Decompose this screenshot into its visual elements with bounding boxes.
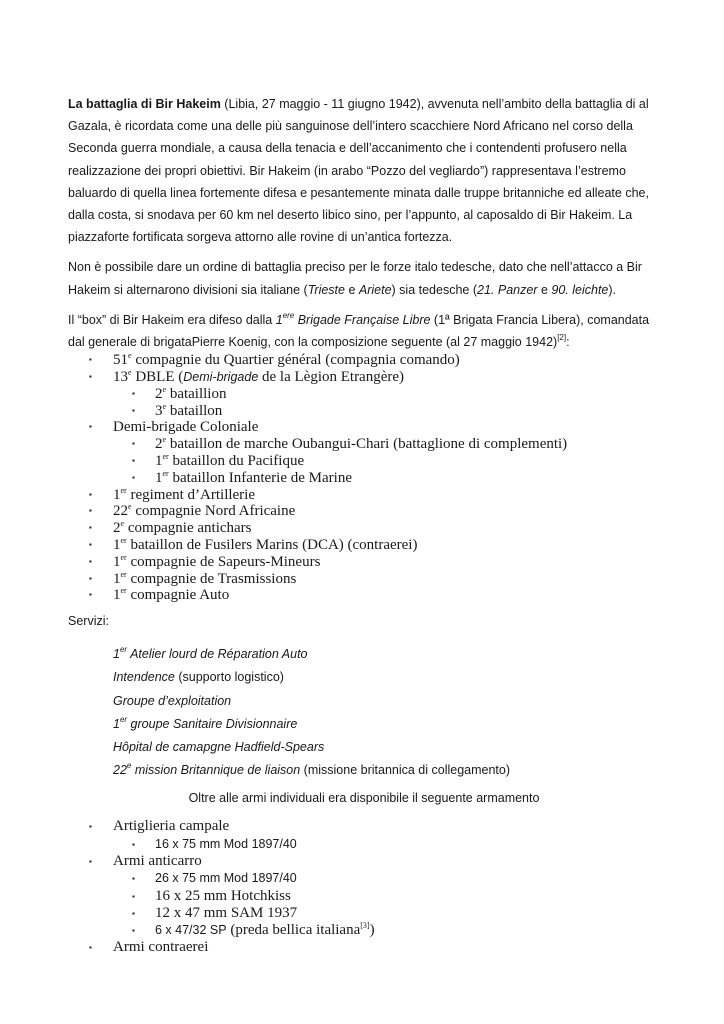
order-text: Non è possibile dare un ordine di battaglia preciso per le forze italo tedesche, dato che nell’attacco a Bir Hakeim si alternarono divisioni sia italiane (: [68, 260, 642, 297]
list-item: [68, 436, 660, 453]
armament-category: Artiglieria campale: [113, 818, 230, 835]
service-label: groupe Sanitaire Divisionnaire: [127, 716, 298, 731]
service-item: Hôpital de camapgne Hadfield-Spears: [113, 740, 325, 754]
order-text: ).: [608, 282, 617, 297]
unit-number: 2: [155, 385, 163, 402]
bullet-icon: ▪: [89, 489, 92, 499]
unit-number: 3: [155, 402, 163, 419]
unit-label: compagnie de Trasmissions: [126, 570, 297, 587]
unit-number: 1: [155, 453, 163, 470]
intro-text: (Libia, 27 maggio - 11 giugno 1942), avvenuta nell’ambito della battaglia di al Gazala, è ricordata come una delle più sanguinose dell’intero scacchiere Nord Africano nel corso della Seconda guerra mondiale, a causa della tenacia e dell’accanimento che i contendenti profusero nella realizzazione dei propri obiettivi. Bir Hakeim (in arabo “Pozzo del vegliardo”) rappresentava l’estremo baluardo di quella linea fortemente difesa e pesantemente minata dalle truppe britanniche ed alleate che, dalla costa, si snodava per 60 km nel deserto libico sino, per l’appunto, al caposaldo di Bir Hakeim. La piazzaforte fortificata sorgeva attorno alle rovine di un’antica fortezza.: [68, 97, 649, 245]
service-sup: e: [126, 761, 132, 771]
unit-label: de la Lègion Etrangère): [258, 369, 405, 386]
units-list: [68, 352, 660, 604]
weapon-label: 12 x 47 mm SAM 1937: [155, 904, 298, 921]
bullet-icon: ▪: [132, 456, 135, 466]
service-number: 1: [113, 647, 120, 662]
box-text: (1ª Brigata Francia Libera), comandata dal generale di brigataPierre Koenig, con la composizione seguente (al 27 maggio 1942): [68, 312, 650, 350]
unit-sup: er: [120, 536, 127, 545]
bullet-icon: ▪: [89, 556, 92, 566]
order-text: e: [344, 282, 359, 297]
bullet-icon: ▪: [132, 908, 135, 918]
service-item: [68, 643, 660, 666]
bullet-icon: ▪: [132, 926, 135, 936]
footnote-link[interactable]: [2]: [557, 333, 567, 343]
service-note: (missione britannica di collegamento): [300, 763, 511, 778]
weapon-label: 26 x 75 mm Mod 1897/40: [155, 871, 297, 886]
bullet-icon: ▪: [89, 822, 92, 832]
service-label: Atelier lourd de Réparation Auto: [127, 647, 308, 662]
list-item: [68, 386, 660, 403]
bullet-icon: ▪: [132, 472, 135, 482]
services-title: Servizi:: [68, 614, 109, 629]
service-item: [68, 759, 660, 782]
list-item: [68, 470, 660, 487]
unit-number: 1: [113, 486, 121, 503]
armament-category: Armi contraerei: [113, 939, 209, 956]
unit-label: DBLE (: [131, 369, 184, 386]
unit-sup: e: [128, 502, 132, 512]
unit-label: bataillon de Fusilers Marins (DCA) (contraerei): [126, 537, 418, 553]
order-text: ) sia tedesche (: [391, 282, 478, 297]
bullet-icon: ▪: [132, 891, 135, 901]
division-21-panzer: 21. Panzer: [477, 282, 538, 297]
brigade-label: Brigade Française Libre: [294, 312, 431, 327]
list-item: [68, 836, 660, 853]
bullet-icon: ▪: [89, 590, 92, 600]
list-item: [68, 537, 660, 554]
weapon-label: 16 x 25 mm Hotchkiss: [155, 887, 291, 904]
service-note: (supporto logistico): [174, 670, 284, 685]
unit-label: Demi-brigade Coloniale: [113, 419, 259, 436]
weapon-note: ): [369, 922, 375, 939]
unit-label: compagnie antichars: [124, 520, 252, 537]
unit-sup: er: [120, 586, 127, 596]
list-item: [68, 520, 660, 537]
weapon-label: 6 x 47/32 SP: [155, 923, 227, 938]
list-item: [68, 818, 660, 835]
service-label: mission Britannique de liaison: [131, 763, 301, 778]
list-item: [68, 905, 660, 922]
unit-label: compagnie Auto: [126, 587, 230, 604]
list-item: [68, 503, 660, 520]
unit-sup: er: [120, 552, 127, 562]
list-item: [68, 870, 660, 887]
bullet-icon: ▪: [89, 422, 92, 432]
service-sup: er: [119, 714, 128, 724]
unit-label: compagnie Nord Africaine: [131, 503, 296, 520]
unit-number: 2: [113, 520, 121, 537]
unit-number: 1: [155, 469, 163, 486]
unit-number: 2: [155, 436, 163, 453]
bullet-icon: ▪: [132, 388, 135, 398]
list-item: [68, 369, 660, 386]
bullet-icon: ▪: [89, 573, 92, 583]
unit-sup: er: [162, 468, 169, 478]
intro-title: La battaglia di Bir Hakeim: [68, 97, 221, 111]
unit-label: compagnie de Sapeurs-Mineurs: [126, 553, 321, 570]
bullet-icon: ▪: [89, 372, 92, 382]
unit-number: 1: [113, 537, 121, 553]
division-trieste: Trieste: [307, 282, 345, 297]
bullet-icon: ▪: [132, 439, 135, 449]
unit-sup: e: [162, 401, 167, 411]
brigade-number: 1: [275, 312, 283, 327]
unit-sup: e: [128, 368, 132, 378]
service-item: [68, 666, 660, 689]
service-item: [68, 713, 660, 736]
unit-sup: er: [120, 485, 127, 495]
division-ariete: Ariete: [358, 282, 392, 297]
armament-intro: Oltre alle armi individuali era disponibile il seguente armamento: [188, 791, 540, 806]
unit-label: bataillon du Pacifique: [168, 453, 305, 470]
unit-label: bataillon de marche Oubangui-Chari (battaglione di complementi): [166, 436, 568, 453]
armament-list: [68, 818, 660, 956]
unit-sup: e: [120, 519, 125, 529]
armament-category: Armi anticarro: [113, 853, 202, 869]
brigade-sup: ere: [282, 310, 295, 320]
bullet-icon: ▪: [89, 540, 92, 549]
unit-number: 13: [113, 369, 128, 386]
box-text: Il “box” di Bir Hakeim era difeso dalla: [68, 312, 276, 327]
box-text: :: [566, 335, 570, 350]
bullet-icon: ▪: [132, 405, 135, 415]
unit-number: 1: [113, 553, 121, 570]
unit-label: bataillon Infanterie de Marine: [168, 469, 352, 486]
list-item: [68, 403, 660, 420]
box-paragraph: [68, 309, 660, 353]
order-paragraph: [68, 256, 660, 300]
unit-number: 51: [113, 352, 128, 369]
service-item: Groupe d’exploitation: [113, 693, 232, 708]
list-item: [68, 487, 660, 504]
unit-sup: er: [162, 452, 169, 462]
unit-label: bataillon: [166, 402, 223, 419]
bullet-icon: ▪: [89, 506, 92, 516]
unit-label: compagnie du Quartier général (compagnia comando): [131, 352, 460, 369]
document-page: [68, 93, 660, 957]
unit-sup: e: [162, 435, 167, 445]
weapon-label: 16 x 75 mm Mod 1897/40: [155, 836, 297, 851]
footnote-link[interactable]: [3]: [360, 921, 370, 931]
bullet-icon: ▪: [89, 857, 92, 866]
unit-number: 1: [113, 587, 121, 604]
unit-label: bataillion: [166, 385, 227, 402]
list-item: [68, 853, 660, 870]
service-sup: er: [119, 645, 128, 655]
list-item: [68, 554, 660, 571]
unit-italic: Demi-brigade: [183, 370, 259, 385]
bullet-icon: ▪: [89, 943, 92, 953]
list-item: [68, 453, 660, 470]
unit-number: 22: [113, 503, 128, 520]
unit-sup: er: [120, 569, 127, 579]
list-item: [68, 419, 660, 436]
unit-sup: e: [162, 384, 167, 394]
service-number: 1: [113, 716, 120, 731]
list-item: [68, 922, 660, 939]
service-label: Intendence: [113, 670, 175, 685]
bullet-icon: ▪: [132, 874, 135, 884]
services-list: [68, 643, 660, 782]
intro-paragraph: [68, 93, 660, 248]
unit-sup: e: [128, 351, 132, 361]
unit-label: regiment d’Artillerie: [126, 486, 256, 503]
division-90-leichte: 90. leichte: [551, 282, 609, 297]
list-item: [68, 587, 660, 604]
weapon-note: (preda bellica italiana: [226, 922, 361, 939]
unit-number: 1: [113, 570, 121, 587]
order-text: e: [537, 282, 552, 297]
list-item: [68, 352, 660, 369]
brigade-name: [275, 310, 431, 327]
bullet-icon: ▪: [89, 355, 92, 365]
list-item: [68, 571, 660, 588]
list-item: [68, 939, 660, 956]
service-number: 22: [113, 763, 127, 778]
bullet-icon: ▪: [132, 839, 135, 849]
bullet-icon: ▪: [89, 523, 92, 533]
list-item: [68, 888, 660, 905]
